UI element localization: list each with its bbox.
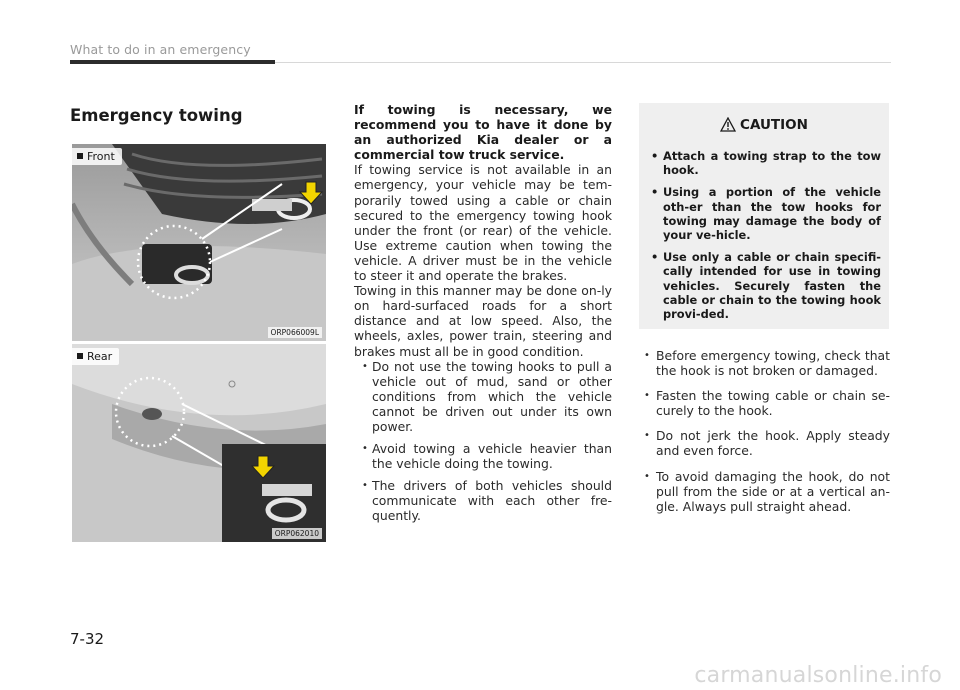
towing-instructions [354, 102, 612, 531]
list-item: • The drivers of both vehicles should communicate with each other fre-quently. [362, 478, 612, 523]
front-tow-hook-photo [72, 144, 326, 341]
header-bar [70, 60, 275, 64]
page-title: Emergency towing [70, 106, 243, 125]
list-item: • Avoid towing a vehicle heavier than the vehicle doing the towing. [362, 441, 612, 471]
list-item: • Using a portion of the vehicle oth-er than the tow hooks for towing may damage the body of your ve-hicle. [651, 185, 881, 242]
list-item: • Do not use the towing hooks to pull a vehicle out of mud, sand or other conditions from which the vehicle cannot be driven out under its own power. [362, 359, 612, 434]
page-number: 7-32 [70, 630, 105, 648]
list-item: • Do not jerk the hook. Apply steady and even force. [644, 428, 890, 458]
rear-tow-hook-photo [72, 344, 326, 542]
list-item: • Fasten the towing cable or chain se-curely to the hook. [644, 388, 890, 418]
hook-tips [644, 348, 890, 524]
front-figure-label: Front [72, 148, 122, 165]
list-item: • Attach a towing strap to the tow hook. [651, 149, 881, 177]
section-header: What to do in an emergency [70, 42, 251, 57]
front-bumper-illustration [72, 144, 326, 341]
tips-list [644, 348, 890, 514]
rear-bumper-illustration [72, 344, 326, 542]
body-paragraph-2: Towing in this manner may be done on-ly on hard-surfaced roads for a short distance and at low speed. Also, the wheels, axles, power train, steering and brakes must all be in good condition. [354, 283, 612, 359]
list-item: • To avoid damaging the hook, do not pull from the side or at a vertical an-gle. Always pull straight ahead. [644, 469, 890, 514]
caution-list [651, 149, 881, 329]
caution-box [639, 103, 889, 329]
front-figure-code: ORP066009L [268, 327, 322, 338]
header-rule [275, 62, 891, 63]
list-item: • Use only a cable or chain specifi-cally intended for use in towing vehicles. Securely fasten the cable or chain to the towing hook provi-ded. [651, 250, 881, 321]
body-paragraph-1: If towing service is not available in an emergency, your vehicle may be tem-porarily towed using a cable or chain secured to the emergency towing hook under the front (or rear) of the vehicle. Use extreme caution when towing the vehicle. A driver must be in the vehicle to steer it and operate the brakes. [354, 162, 612, 284]
list-item: • Before emergency towing, check that the hook is not broken or damaged. [644, 348, 890, 378]
intro-bold-paragraph: If towing is necessary, we recommend you to have it done by an authorized Kia dealer or a commercial tow truck service. [354, 102, 612, 163]
warning-triangle-icon [720, 117, 736, 132]
watermark-text: carmanualsonline.info [694, 663, 942, 688]
towing-bullet-list [362, 359, 612, 524]
rear-figure-code: ORP062010 [272, 528, 322, 539]
rear-figure-label: Rear [72, 348, 119, 365]
caution-heading: CAUTION [639, 117, 889, 133]
